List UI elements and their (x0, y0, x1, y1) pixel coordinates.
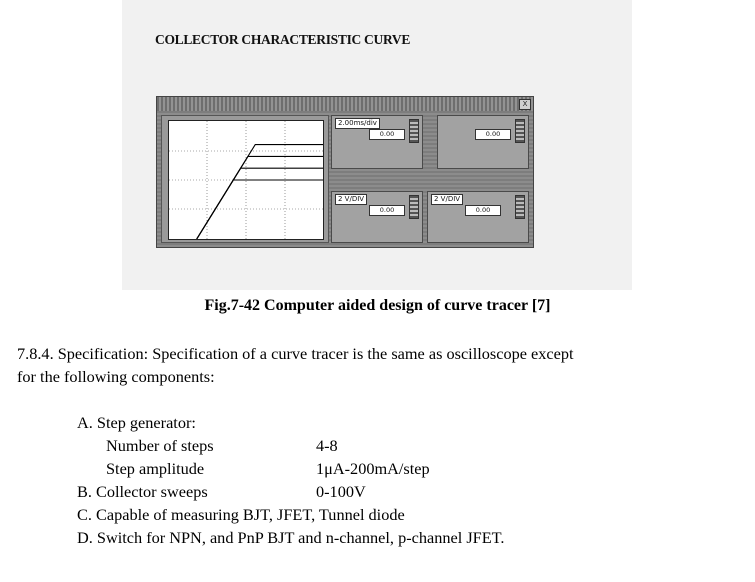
window-body (157, 111, 533, 247)
figure-scan (122, 0, 632, 290)
scope-frame (161, 115, 329, 243)
spec-amp-value: 1μA-200mA/step (316, 459, 430, 478)
channel-a-panel (331, 191, 423, 243)
channel-b-label: 2 V/DIV (431, 194, 463, 205)
timebase-label: 2.00ms/div (335, 118, 380, 129)
spec-d-text: D. Switch for NPN, and PnP BJT and n-channel, p-channel JFET. (77, 528, 505, 547)
collector-curve-2 (197, 168, 323, 239)
aux-panel (437, 115, 529, 169)
curve-family (197, 145, 323, 239)
channel-a-value[interactable]: 0.00 (369, 205, 405, 216)
paragraph-line-1: 7.8.4. Specification: Specification of a curve tracer is the same as oscilloscope except (17, 344, 574, 363)
timebase-value[interactable]: 0.00 (369, 129, 405, 140)
channel-a-label: 2 V/DIV (335, 194, 367, 205)
spec-c-text: C. Capable of measuring BJT, JFET, Tunnel diode (77, 505, 405, 524)
channel-a-slider[interactable] (409, 195, 419, 219)
figure-caption: Fig.7-42 Computer aided design of curve tracer [7] (204, 297, 551, 314)
timebase-panel (331, 115, 423, 169)
channel-b-panel (427, 191, 529, 243)
spec-steps-label: Number of steps (106, 436, 214, 455)
collector-curve-3 (197, 156, 323, 239)
spec-amp-label: Step amplitude (106, 459, 205, 478)
spec-b-value: 0-100V (316, 482, 366, 501)
channel-b-value[interactable]: 0.00 (465, 205, 501, 216)
channel-b-slider[interactable] (515, 195, 525, 219)
window-titlebar (157, 97, 533, 111)
curve-tracer-window (156, 96, 534, 248)
close-icon[interactable]: X (519, 99, 531, 110)
spec-a-title: A. Step generator: (77, 413, 196, 432)
spec-steps-value: 4-8 (316, 436, 338, 455)
aux-value[interactable]: 0.00 (475, 129, 511, 140)
collector-curve-1 (197, 180, 323, 239)
aux-slider[interactable] (515, 119, 525, 143)
paragraph-line-2: for the following components: (17, 367, 215, 386)
scope-screen (168, 120, 324, 240)
collector-curve-plot (169, 121, 323, 239)
timebase-slider[interactable] (409, 119, 419, 143)
collector-curve-4 (197, 145, 323, 239)
figure-heading: COLLECTOR CHARACTERISTIC CURVE (155, 32, 411, 47)
spec-b-label: B. Collector sweeps (77, 482, 208, 501)
